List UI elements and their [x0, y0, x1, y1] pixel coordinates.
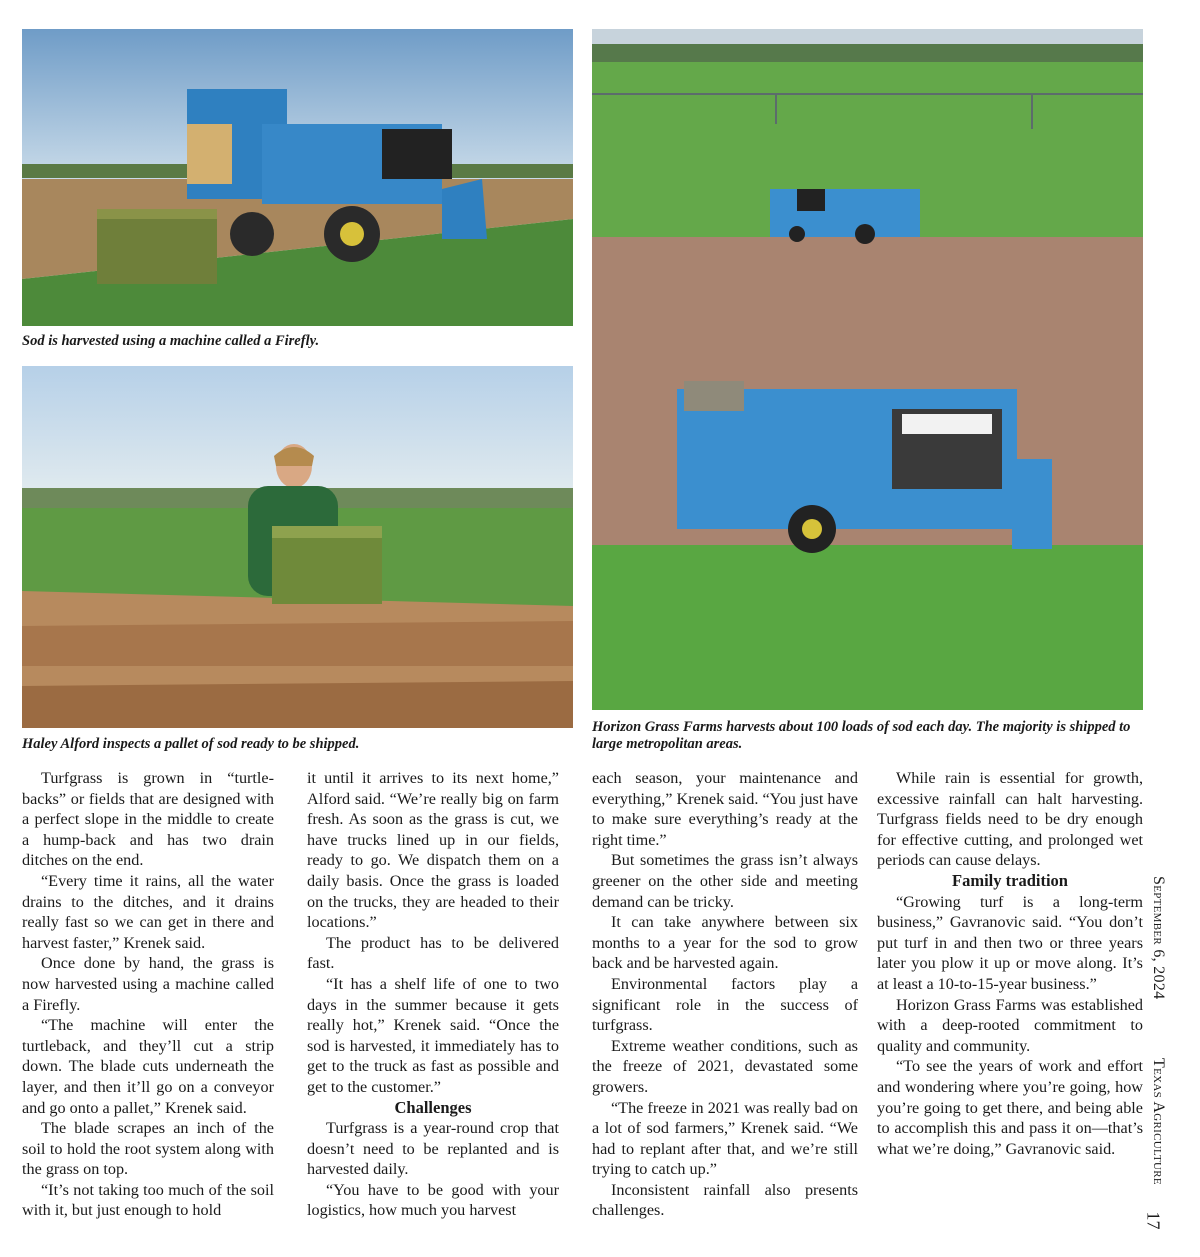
article-paragraph: “Growing turf is a long-term business,” Gavranovic said. “You don’t put turf in and then two or three years later you plow it up or move along. It’s at least a 10-to-15-year business.” [877, 892, 1143, 993]
article-paragraph: “Every time it rains, all the water drains to the ditches, and it drains really fast so we can get in there and harvest faster,” Krenek said. [22, 871, 274, 952]
article-column-1 [22, 768, 274, 1221]
article-paragraph: “The freeze in 2021 was really bad on a lot of sod farmers,” Krenek said. “We had to replant after that, and we’re still trying to catch up.” [592, 1098, 858, 1179]
article-paragraph: Horizon Grass Farms was established with a deep-rooted commitment to quality and community. [877, 995, 1143, 1055]
article-paragraph: Once done by hand, the grass is now harvested using a machine called a Firefly. [22, 954, 274, 1014]
section-heading: Challenges [394, 1097, 472, 1117]
photo-aerial-harvest [592, 29, 1143, 710]
article-column-2 [307, 768, 559, 1221]
sidebar-publication: Texas Agriculture [1150, 1058, 1167, 1185]
article-paragraph: “It’s not taking too much of the soil with it, but just enough to hold [22, 1180, 274, 1220]
article-paragraph: Turfgrass is grown in “turtle-backs” or fields that are designed with a perfect slope in the middle to create a hump-back and has two drain ditches on the end. [22, 769, 274, 870]
page-number: 17 [1143, 1211, 1164, 1230]
article-paragraph: But sometimes the grass isn’t always greener on the other side and meeting demand can be tricky. [592, 851, 858, 911]
caption-firefly: Sod is harvested using a machine called a Firefly. [22, 333, 320, 349]
photo-haley-alford [22, 366, 573, 728]
article-paragraph: “You have to be good with your logistics, how much you harvest [307, 1180, 559, 1220]
article-paragraph: “To see the years of work and effort and wondering where you’re going, how you’re going to get there, and being able to accomplish this and pass it on—that’s what we’re doing,” Gavranovic said. [877, 1057, 1143, 1158]
article-paragraph: While rain is essential for growth, excessive rainfall can halt harvesting. Turfgrass fields need to be dry enough for effective cutting, and prolonged wet periods can cause delays. [877, 769, 1143, 870]
sidebar-date: September 6, 2024 [1150, 876, 1167, 1000]
article-paragraph: The blade scrapes an inch of the soil to hold the root system along with the grass on top. [22, 1119, 274, 1179]
article-paragraph: it until it arrives to its next home,” Alford said. “We’re really big on farm fresh. As soon as the grass is cut, we have trucks lined up in our fields, ready to go. We dispatch them on a daily basis. Once the grass is loaded on the trucks, they are headed to their locations.” [307, 769, 559, 932]
caption-aerial-harvest: Horizon Grass Farms harvests about 100 loads of sod each day. The majority is shipped to large metropolitan areas. [592, 719, 1131, 752]
article-paragraph: It can take anywhere between six months to a year for the sod to grow back and be harvested again. [592, 913, 858, 973]
article-paragraph: Inconsistent rainfall also presents challenges. [592, 1180, 858, 1220]
article-column-3 [592, 768, 858, 1221]
article-paragraph: “It has a shelf life of one to two days in the summer because it gets really hot,” Krenek said. “Once the sod is harvested, it immediately has to get to the truck as fast as possible and get to the customer.” [307, 974, 559, 1096]
article-paragraph: The product has to be delivered fast. [307, 933, 559, 973]
article-paragraph: Turfgrass is a year-round crop that doesn’t need to be replanted and is harvested daily. [307, 1119, 559, 1179]
article-column-4 [877, 768, 1143, 1159]
article-paragraph: “The machine will enter the turtleback, and they’ll cut a strip down. The blade cuts underneath the layer, and then it’ll go on a conveyor and go onto a pallet,” Krenek said. [22, 1016, 274, 1117]
article-paragraph: Extreme weather conditions, such as the freeze of 2021, devastated some growers. [592, 1036, 858, 1096]
article-paragraph: each season, your maintenance and everything,” Krenek said. “You just have to make sure everything’s ready at the right time.” [592, 769, 858, 849]
photo-firefly-harvester [22, 29, 573, 326]
article-paragraph: Environmental factors play a significant role in the success of turfgrass. [592, 974, 858, 1035]
caption-haley-alford: Haley Alford inspects a pallet of sod ready to be shipped. [22, 736, 360, 752]
section-heading: Family tradition [952, 870, 1068, 890]
